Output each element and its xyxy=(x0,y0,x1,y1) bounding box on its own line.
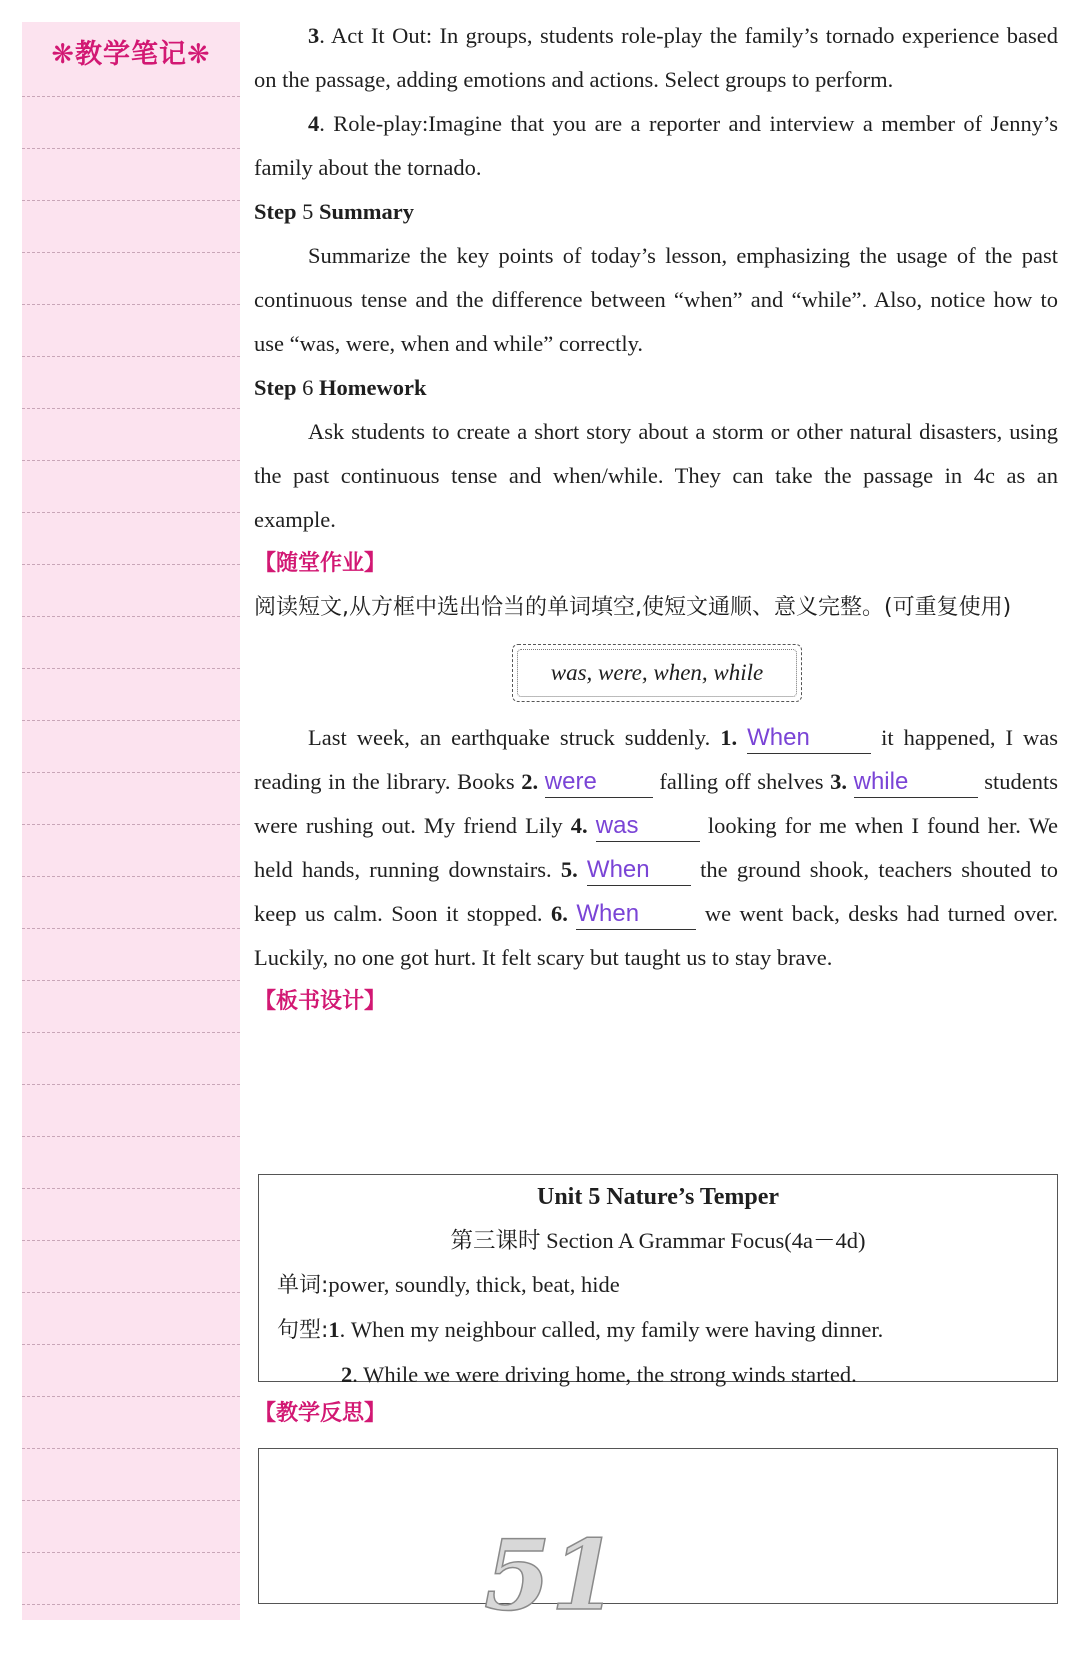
sidebar-rule-line xyxy=(22,304,240,305)
board-title: Unit 5 Nature’s Temper xyxy=(537,1184,779,1210)
word-box-text: was, were, when, while xyxy=(550,660,764,685)
sidebar-rule-line xyxy=(22,1032,240,1033)
exercise-passage xyxy=(254,716,1058,980)
passage-text: looking for me when I found her. We held hands, running downstairs. xyxy=(254,813,1059,882)
sidebar-rule-line xyxy=(22,148,240,149)
step-6-text: Ask students to create a short story about a storm or other natural disasters, using the past continuous tense and when/while. They can take the passage in 4c as an example. xyxy=(254,419,1058,532)
sentence-2-text: . While we were driving home, the strong winds started. xyxy=(352,1362,857,1387)
exercise-instruction: 阅读短文,从方框中选出恰当的单词填空,使短文通顺、意义完整。(可重复使用) xyxy=(254,595,1012,620)
sidebar-rule-line xyxy=(22,616,240,617)
sentences-label: 句型: xyxy=(277,1318,329,1343)
sidebar-rule-line xyxy=(22,96,240,97)
sidebar-rule-line xyxy=(22,1240,240,1241)
reflection-box xyxy=(258,1448,1058,1604)
activity-4-text: . Role-play:Imagine that you are a reporter and interview a member of Jenny’s family about the tornado. xyxy=(254,111,1058,180)
sidebar-rule-line xyxy=(22,1292,240,1293)
step-6-name: Homework xyxy=(319,375,427,400)
sidebar-rule-line xyxy=(22,1188,240,1189)
step-6-label: Step xyxy=(254,375,297,400)
sidebar-rule-line xyxy=(22,928,240,929)
blank-number: 2. xyxy=(521,769,539,794)
sidebar-rule-line xyxy=(22,1344,240,1345)
passage-text: we went back, desks had turned over. Luckily, no one got hurt. It felt scary but taught us to stay brave. xyxy=(254,901,1059,970)
answer-blank-6: When xyxy=(576,899,696,930)
step-6-number: 6 xyxy=(302,375,314,400)
sentence-1-text: . When my neighbour called, my family were having dinner. xyxy=(339,1317,884,1342)
exercise-heading: 【随堂作业】 xyxy=(254,551,387,576)
board-words xyxy=(259,1263,1057,1308)
board-sentence-2 xyxy=(259,1353,1057,1397)
activity-4-number: 4 xyxy=(308,111,320,136)
activity-4 xyxy=(254,102,1058,190)
passage-text: students were rushing out. My friend Lily xyxy=(254,769,1059,838)
step-5-heading xyxy=(254,190,1058,234)
sidebar-rule-line xyxy=(22,720,240,721)
passage-text: the ground shook, teachers shouted to keep us calm. Soon it stopped. xyxy=(254,857,1059,926)
page-number: 51 xyxy=(484,1519,618,1632)
answer-blank-3: while xyxy=(854,767,978,798)
answer-blank-2: were xyxy=(545,767,653,798)
sidebar-rule-line xyxy=(22,200,240,201)
words-list: power, soundly, thick, beat, hide xyxy=(328,1272,620,1297)
answer-blank-1: When xyxy=(747,723,871,754)
step-5-number: 5 xyxy=(302,199,314,224)
board-sentence-1 xyxy=(259,1308,1057,1353)
activity-3-number: 3 xyxy=(308,23,320,48)
blank-number: 5. xyxy=(560,857,578,882)
sidebar-rule-line xyxy=(22,408,240,409)
passage-text: it happened, I was reading in the library. Books xyxy=(254,725,1058,794)
activity-3-text: . Act It Out: In groups, students role-play the family’s tornado experience based on the passage, adding emotions and actions. Select groups to perform. xyxy=(254,23,1058,92)
reflection-heading: 【教学反思】 xyxy=(254,1401,387,1426)
passage-text: Last week, an earthquake struck suddenly. xyxy=(308,725,721,750)
passage-text: falling off shelves xyxy=(652,769,831,794)
main-content xyxy=(254,14,1058,1024)
sidebar-rule-line xyxy=(22,980,240,981)
sidebar-rule-line xyxy=(22,772,240,773)
sidebar-rule-line xyxy=(22,1604,240,1605)
step-5-label: Step xyxy=(254,199,297,224)
sidebar-rule-line xyxy=(22,1396,240,1397)
sidebar-title: ❋教学笔记❋ xyxy=(51,39,211,70)
blank-number: 6. xyxy=(551,901,568,926)
sidebar-rule-line xyxy=(22,1552,240,1553)
blank-number: 1. xyxy=(720,725,738,750)
step-5-text: Summarize the key points of today’s lesson, emphasizing the usage of the past continuous tense and the difference between “when” and “while”. Also, notice how to use “was, were, when and while” correctly. xyxy=(254,243,1058,356)
sidebar-rule-line xyxy=(22,460,240,461)
word-box xyxy=(512,644,802,702)
sidebar-rule-line xyxy=(22,1448,240,1449)
sidebar-rule-line xyxy=(22,1084,240,1085)
sidebar-rule-line xyxy=(22,564,240,565)
notes-sidebar xyxy=(22,22,240,1620)
answer-blank-5: When xyxy=(587,855,691,886)
activity-3 xyxy=(254,14,1058,102)
blank-number: 3. xyxy=(830,769,847,794)
words-label: 单词: xyxy=(277,1273,329,1298)
sentence-2-number: 2 xyxy=(341,1362,353,1387)
sidebar-rule-line xyxy=(22,356,240,357)
board-heading: 【板书设计】 xyxy=(254,989,387,1014)
step-6-heading xyxy=(254,366,1058,410)
sidebar-rule-line xyxy=(22,512,240,513)
step-5-name: Summary xyxy=(319,199,415,224)
board-subtitle: 第三课时 Section A Grammar Focus(4a－4d) xyxy=(450,1228,866,1253)
sidebar-rule-line xyxy=(22,876,240,877)
board-design-box xyxy=(258,1174,1058,1387)
answer-blank-4: was xyxy=(596,811,700,842)
sidebar-rule-line xyxy=(22,1136,240,1137)
sidebar-rule-line xyxy=(22,252,240,253)
sidebar-rule-line xyxy=(22,824,240,825)
blank-number: 4. xyxy=(570,813,588,838)
sidebar-rule-line xyxy=(22,668,240,669)
sidebar-rule-line xyxy=(22,1500,240,1501)
sentence-1-number: 1 xyxy=(328,1317,340,1342)
word-box-area xyxy=(254,630,1058,716)
